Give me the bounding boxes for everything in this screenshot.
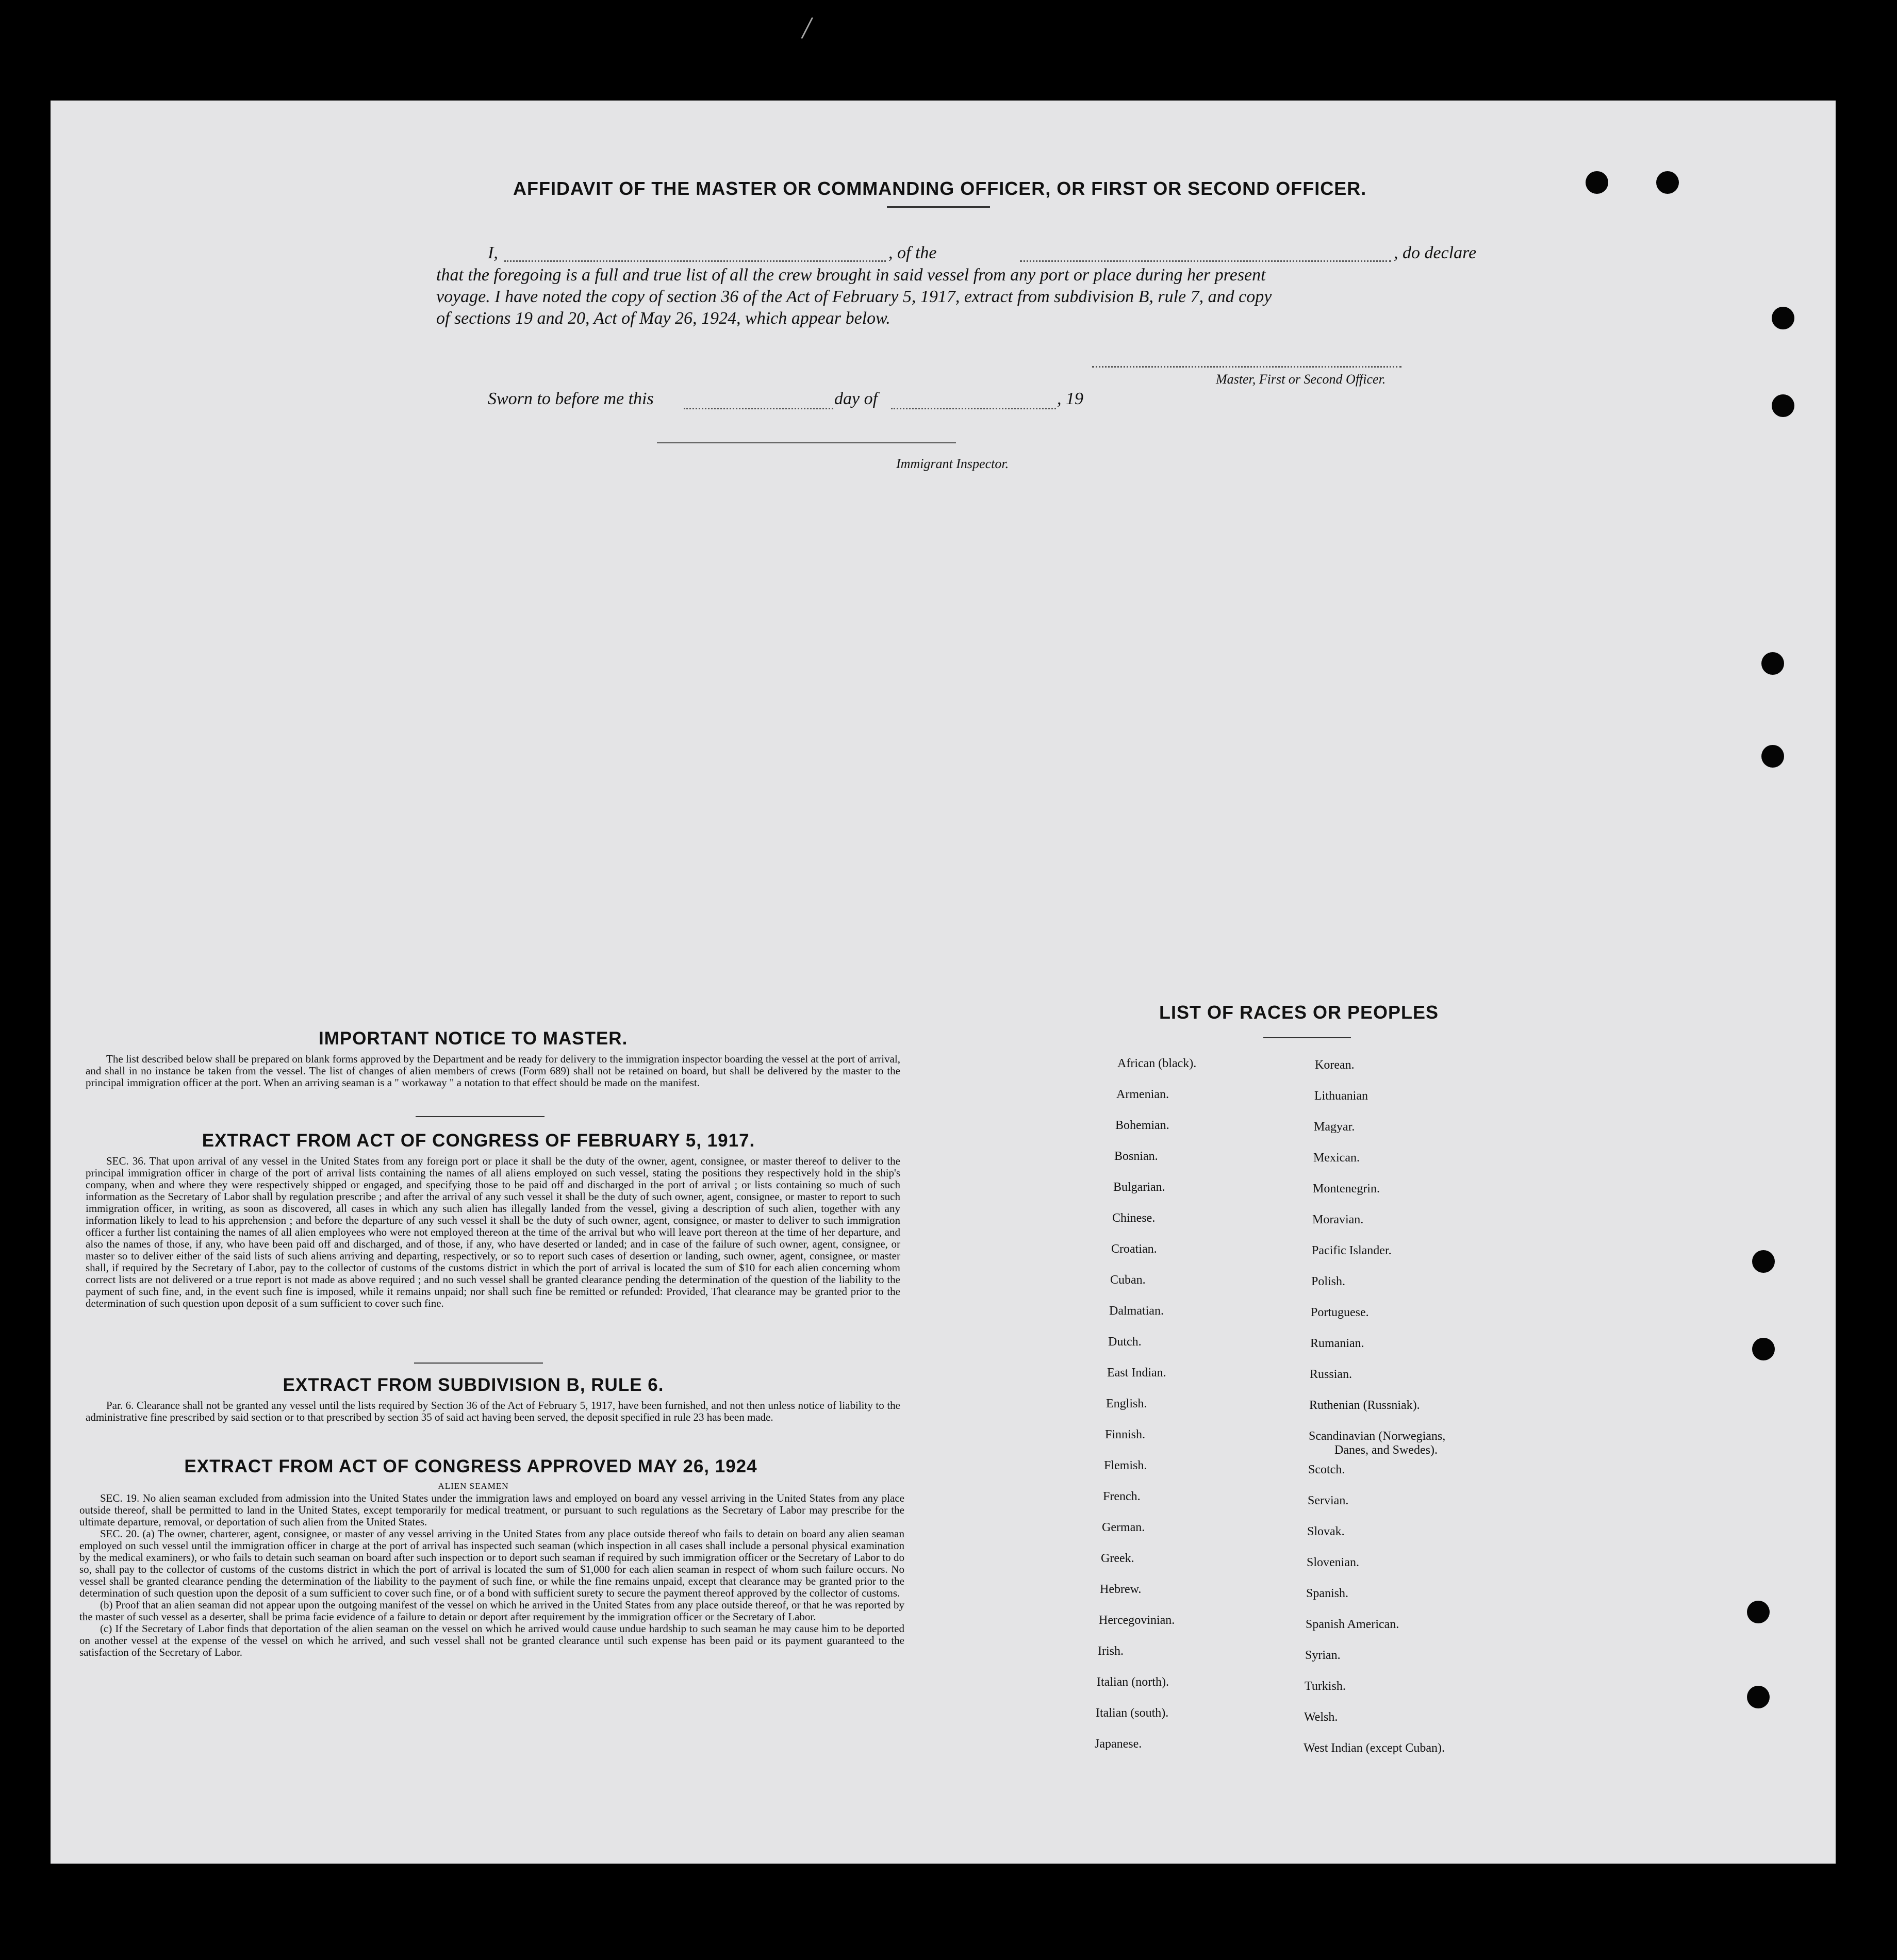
race-item: German.: [1102, 1521, 1145, 1534]
of-the-label: , of the: [888, 243, 937, 262]
extract-1917-divider: [414, 1363, 543, 1364]
race-item: Scotch.: [1308, 1463, 1345, 1476]
race-item: East Indian.: [1107, 1366, 1166, 1380]
race-item: Italian (south).: [1096, 1706, 1169, 1720]
extract-1924-title: EXTRACT FROM ACT OF CONGRESS APPROVED MAY 26, 1924: [184, 1456, 757, 1476]
race-item: Finnish.: [1105, 1428, 1146, 1441]
race-item: Magyar.: [1314, 1120, 1355, 1134]
races-divider: [1263, 1037, 1351, 1038]
master-signature-label: Master, First or Second Officer.: [1216, 372, 1386, 387]
affiant-name-field[interactable]: [504, 260, 886, 262]
title-divider: [887, 206, 990, 208]
race-item: Slovak.: [1307, 1525, 1345, 1538]
punch-hole: [1761, 652, 1784, 675]
race-item: Montenegrin.: [1313, 1182, 1380, 1195]
punch-hole: [1747, 1686, 1770, 1708]
punch-hole: [1772, 394, 1794, 417]
day-of-label: day of: [834, 389, 878, 408]
extract-1924-body: [79, 1492, 904, 1658]
race-item: Japanese.: [1095, 1737, 1142, 1751]
race-item: Italian (north).: [1097, 1675, 1169, 1689]
race-item: Hercegovinian.: [1099, 1614, 1175, 1627]
race-item: Hebrew.: [1100, 1583, 1142, 1596]
extract-1924-subtitle: ALIEN SEAMEN: [438, 1481, 509, 1491]
race-item: Irish.: [1098, 1645, 1124, 1658]
race-item: Flemish.: [1104, 1459, 1147, 1472]
race-item: Mexican.: [1313, 1151, 1360, 1165]
notice-title: IMPORTANT NOTICE TO MASTER.: [319, 1028, 628, 1049]
race-item: Russian.: [1310, 1368, 1352, 1381]
affidavit-title: AFFIDAVIT OF THE MASTER OR COMMANDING OFFICER, OR FIRST OR SECOND OFFICER.: [513, 178, 1367, 199]
race-item: Syrian.: [1305, 1649, 1341, 1662]
punch-hole: [1747, 1601, 1770, 1623]
race-item: Moravian.: [1312, 1213, 1364, 1226]
document-page: [51, 101, 1836, 1864]
race-item: Dutch.: [1108, 1335, 1142, 1349]
race-item: Dalmatian.: [1109, 1304, 1164, 1318]
punch-hole: [1752, 1338, 1775, 1360]
extract-1924-sec-20c: (c) If the Secretary of Labor finds that deportation of the alien seaman on the vessel on which he arrived would cause undue hardship to such seaman he may cause him to be deported on another vessel at the expense of the vessel on which he arrived, and such vessel shall not be granted clearance until such expense has been paid or its payment guaranteed to the satisfaction of the Secretary of Labor.: [79, 1622, 904, 1658]
race-item: Bohemian.: [1115, 1119, 1169, 1132]
punch-hole: [1761, 745, 1784, 768]
race-item: Korean.: [1315, 1058, 1355, 1072]
race-item: Cuban.: [1110, 1273, 1146, 1287]
race-item: Pacific Islander.: [1312, 1244, 1392, 1257]
sworn-label: Sworn to before me this: [488, 389, 654, 408]
race-item: English.: [1106, 1397, 1147, 1410]
extract-rule6-title: EXTRACT FROM SUBDIVISION B, RULE 6.: [283, 1375, 664, 1395]
race-item: Ruthenian (Russniak).: [1309, 1399, 1420, 1412]
race-item-line: Scandinavian (Norwegians,: [1309, 1430, 1446, 1443]
race-item: Rumanian.: [1310, 1337, 1364, 1350]
punch-hole: [1752, 1250, 1775, 1273]
do-declare-label: , do declare: [1394, 243, 1477, 262]
extract-1917-title: EXTRACT FROM ACT OF CONGRESS OF FEBRUARY 5, 1917.: [202, 1131, 755, 1151]
stray-mark: /: [802, 11, 811, 45]
race-item: Portuguese.: [1311, 1306, 1369, 1319]
affidavit-line-1: that the foregoing is a full and true list of all the crew brought in said vessel from any port or place during her present: [436, 265, 1266, 285]
race-item: Polish.: [1311, 1275, 1346, 1288]
race-item: Greek.: [1101, 1552, 1134, 1565]
extract-rule6-body: Par. 6. Clearance shall not be granted any vessel until the lists required by Section 36 of the Act of February 5, 1917, have been furnished, and not then unless notice of liability to the administrative fine prescribed by said section or to that prescribed by section 35 of said act having been served, the deposit specified in rule 23 has been made.: [86, 1399, 900, 1423]
inspector-label: Immigrant Inspector.: [896, 456, 1009, 471]
year-label: , 19: [1057, 389, 1083, 408]
affiant-label: I,: [488, 243, 498, 262]
race-item: Bosnian.: [1114, 1150, 1158, 1163]
race-item: Bulgarian.: [1113, 1181, 1165, 1194]
race-item: French.: [1103, 1490, 1141, 1503]
races-title: LIST OF RACES OR PEOPLES: [1159, 1002, 1439, 1023]
race-item: Croatian.: [1111, 1242, 1157, 1256]
sworn-month-field[interactable]: [891, 408, 1056, 409]
race-item: Servian.: [1308, 1494, 1349, 1507]
race-item: West Indian (except Cuban).: [1304, 1741, 1445, 1755]
extract-1924-sec-19: SEC. 19. No alien seaman excluded from admission into the United States under the immigration laws and employed on board any vessel arriving in the United States from any place outside thereof, shall be permitted to land in the United States, except temporarily for medical treatment, or pursuant to such regulations as the Secretary of Labor may prescribe for the ultimate departure, removal, or deportation of such alien from the United States.: [79, 1492, 904, 1528]
extract-1924-sec-20b: (b) Proof that an alien seaman did not appear upon the outgoing manifest of the vessel on which he arrived in the United States from any place outside thereof, or that he was reported by the master of such vessel as a deserter, shall be prima facie evidence of a failure to detain or deport after requirement by the immigration officer or the Secretary of Labor.: [79, 1599, 904, 1623]
race-item: Welsh.: [1304, 1710, 1338, 1724]
master-signature-field[interactable]: [1092, 366, 1401, 368]
race-item: Spanish.: [1306, 1587, 1349, 1600]
affidavit-line-2: voyage. I have noted the copy of section 36 of the Act of February 5, 1917, extract from subdivision B, rule 7, and copy: [436, 287, 1272, 306]
race-item: Spanish American.: [1306, 1618, 1399, 1631]
race-item: Chinese.: [1112, 1211, 1156, 1225]
punch-hole: [1586, 171, 1608, 194]
race-item-continuation: Danes, and Swedes).: [1334, 1443, 1438, 1457]
race-item: [1309, 1430, 1445, 1457]
punch-hole: [1772, 307, 1794, 329]
vessel-name-field[interactable]: [1020, 260, 1391, 262]
race-item: Turkish.: [1305, 1680, 1346, 1693]
race-item: Armenian.: [1116, 1088, 1169, 1101]
race-item: African (black).: [1117, 1057, 1197, 1070]
race-item: Slovenian.: [1307, 1556, 1359, 1569]
extract-1917-body: SEC. 36. That upon arrival of any vessel in the United States from any foreign port or place it shall be the duty of the owner, agent, consignee, or master thereof to deliver to the principal immigration officer in charge of the port of arrival lists containing the names of all aliens employed on such vessel, stating the positions they respectively hold in the ship's company, when and where they were respectively shipped or engaged, and specifying those to be paid off and discharged in the port of arrival ; or lists containing so much of such information as the Secretary of Labor shall by regulation prescribe ; and after the arrival of any such vessel it shall be the duty of such owner, agent, consignee, or master to report to such immigration officer, in writing, as soon as discovered, all cases in which any such alien has illegally landed from the vessel, giving a description of such alien, together with any information likely to lead to his apprehension ; and before the departure of any such vessel it shall be the duty of such owner, agent, consignee, or master to deliver to such immigration officer a further list containing the names of all alien employees who were not employed thereon at the time of the arrival but who will leave port thereon at the time of her departure, and also the names of those, if any, who have been paid off and discharged, and of those, if any, who have deserted or landed; and in case of the failure of such owner, agent, consignee, or master so to deliver either of the said lists of such aliens arriving and departing, respectively, or so to report such cases of desertion or landing, such owner, agent, consignee, or master shall, if required by the Secretary of Labor, pay to the collector of customs of the customs district in which the port of arrival is located the sum of $10 for each alien concerning whom correct lists are not delivered or a true report is not made as above required ; and no such vessel shall be granted clearance pending the determination of the question of the liability to the payment of such fine, and, in the event such fine is imposed, while it remains unpaid; nor shall such fine be remitted or refunded: Provided, That clearance may be granted prior to the determination of such question upon deposit of a sum sufficient to cover such fine.: [86, 1155, 900, 1309]
affidavit-line-3: of sections 19 and 20, Act of May 26, 1924, which appear below.: [436, 309, 890, 328]
sworn-day-field[interactable]: [684, 408, 833, 409]
notice-body: The list described below shall be prepared on blank forms approved by the Department and be ready for delivery to the immigration inspector boarding the vessel at the port of arrival, and shall in no instance be taken from the vessel. The list of changes of alien members of crews (Form 689) shall not be retained on board, but shall be delivered by the master to the principal immigration officer at the port. When an arriving seaman is a " workaway " a notation to that effect should be made on the manifest.: [86, 1053, 900, 1089]
race-item: Lithuanian: [1314, 1089, 1368, 1103]
inspector-signature-line[interactable]: [657, 442, 956, 443]
extract-1924-sec-20a: SEC. 20. (a) The owner, charterer, agent, consignee, or master of any vessel arriving in the United States from any place outside thereof who fails to detain on board any alien seaman employed on such vessel until the immigration officer in charge at the port of arrival has inspected such seaman (which inspection in all cases shall include a personal physical examination by the medical examiners), or who fails to detain such seaman on board after such inspection or to deport such seaman if required by such immigration officer or the Secretary of Labor to do so, shall pay to the collector of customs of the customs district in which the port of arrival is located the sum of $1,000 for each alien seaman in respect of whom such failure occurs. No vessel shall be granted clearance pending the determination of the liability to the payment of such fine, or while the fine remains unpaid, except that clearance may be granted prior to the determination of such question upon the deposit of a sum sufficient to cover such fine, or of a bond with sufficient surety to secure the payment thereof approved by the collector of customs.: [79, 1527, 904, 1599]
notice-divider: [416, 1116, 545, 1117]
punch-hole: [1656, 171, 1679, 194]
